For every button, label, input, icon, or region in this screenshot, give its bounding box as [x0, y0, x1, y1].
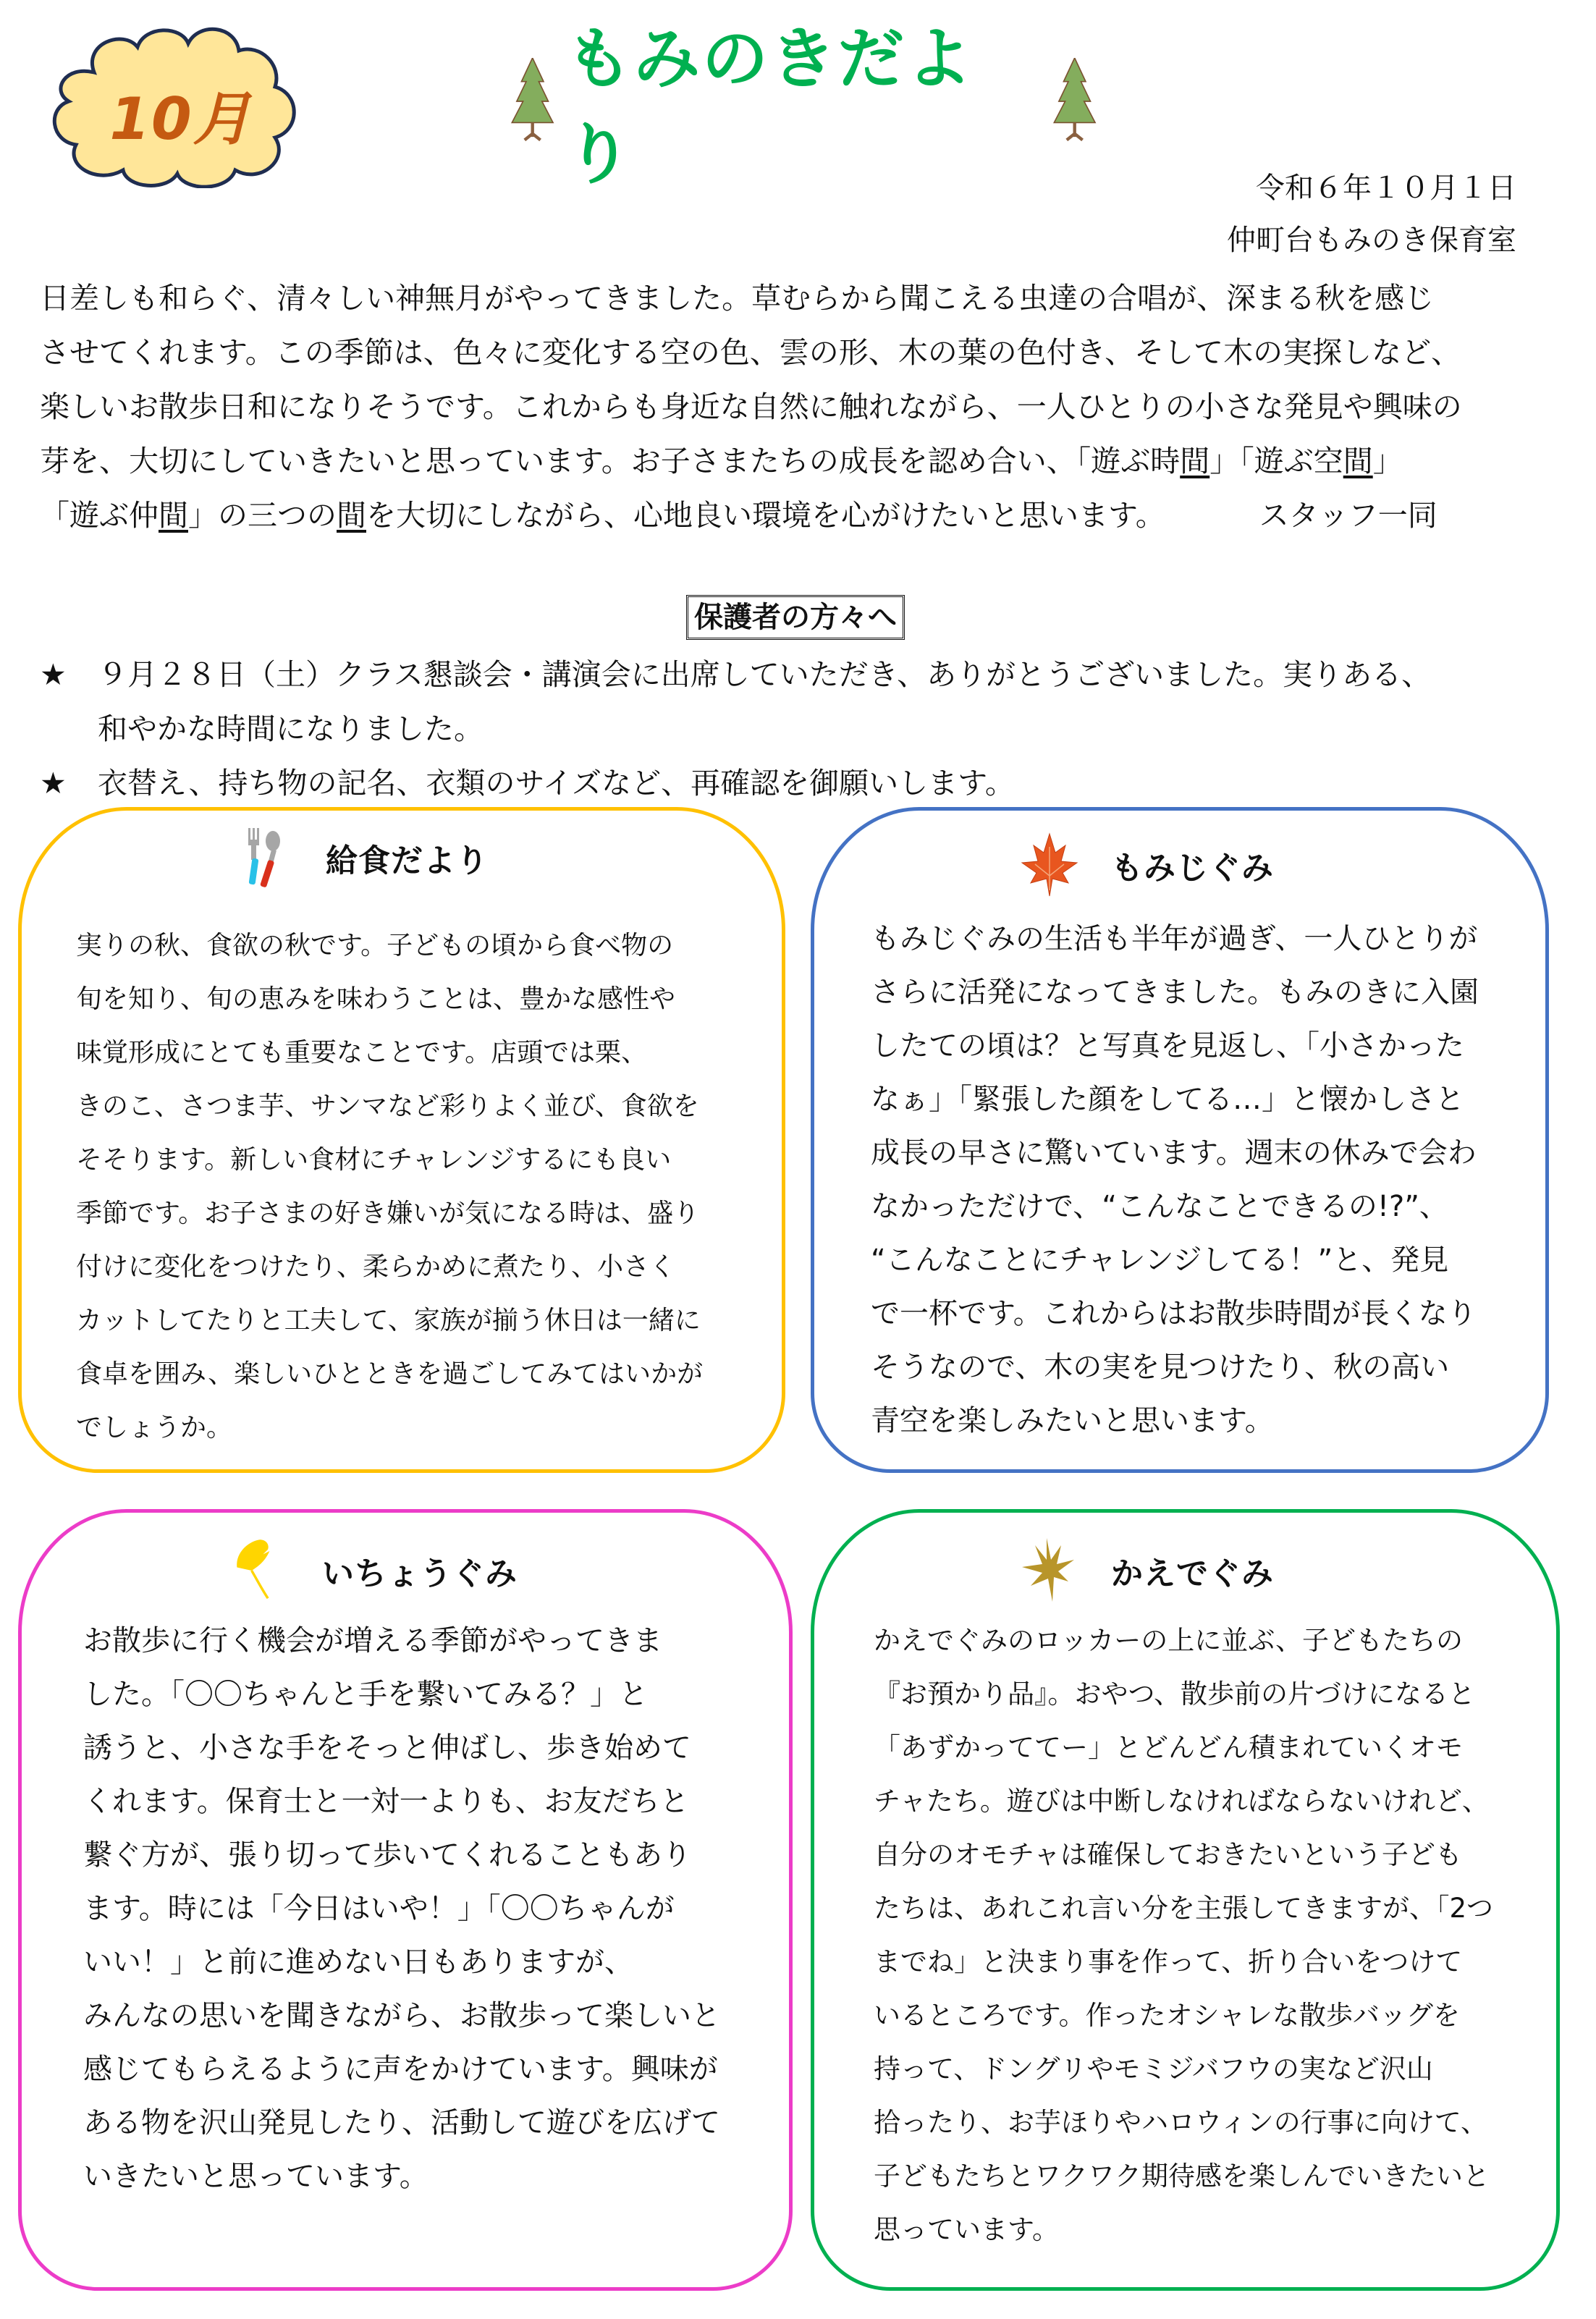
fork-spoon-icon [232, 825, 297, 890]
body-line: なかっただけで、“こんなことできるの!?”、 [871, 1190, 1448, 1223]
text-span: 」「遊ぶ空 [1209, 444, 1343, 478]
intro-paragraph [40, 271, 1545, 543]
body-line: 付けに変化をつけたり、柔らかめに煮たり、小さく [76, 1252, 676, 1282]
notice-text: 衣替え、持ち物の記名、衣類のサイズなど、再確認を御願いします。 [98, 766, 1015, 801]
body-line: たちは、あれこれ言い分を主張してきますが、「2つ [874, 1893, 1494, 1924]
intro-line: 楽しいお散歩日和になりそうです。これからも身近な自然に触れながら、一人ひとりの小さな発見や興味の [40, 389, 1462, 424]
body-line: 季節です。お子さまの好き嫌いが気になる時は、盛り [76, 1199, 700, 1228]
body-line: ある物を沢山発見したり、活動して遊びを広げて [83, 2106, 720, 2140]
body-line: そそります。新しい食材にチャレンジするにも良い [76, 1145, 672, 1175]
body-line: もみじぐみの生活も半年が過ぎ、一人ひとりが [871, 922, 1478, 955]
underlined-text: 間 [337, 498, 366, 533]
section-title: 給食だより [326, 842, 489, 879]
body-line: みんなの思いを聞きながら、お散歩って楽しいと [83, 1999, 720, 2032]
kaede-leaf-icon [1017, 1538, 1082, 1603]
body-line: 「あずかっててー」とどんどん積まれていくオモ [874, 1732, 1463, 1763]
body-line: お散歩に行く機会が増える季節がやってきま [83, 1624, 662, 1657]
body-line: 旬を知り、旬の恵みを味わうことは、豊かな感性や [76, 984, 676, 1014]
body-line: で一杯です。これからはお散歩時間が長くなり [871, 1297, 1477, 1330]
star-icon: ★ [40, 766, 67, 801]
intro-line: 日差しも和らぐ、清々しい神無月がやってきました。草むらから聞こえる虫達の合唱が、深まる秋を感じ [40, 281, 1435, 316]
section-icho [18, 1509, 793, 2291]
title-text: もみのきだより [565, 20, 974, 193]
notice-item [40, 756, 1560, 811]
body-line: 食卓を囲み、楽しいひとときを過ごしてみてはいかが [76, 1359, 704, 1389]
body-line: 青空を楽しみたいと思います。 [871, 1404, 1274, 1437]
body-line: 成長の早さに驚いています。週末の休みで会わ [871, 1136, 1477, 1170]
body-line: カットしてたりと工夫して、家族が揃う休日は一緒に [76, 1306, 701, 1335]
section-body [76, 919, 703, 1455]
notice-list [40, 648, 1560, 811]
underlined-text: 間 [159, 498, 188, 533]
text-span: 」 [1372, 444, 1403, 478]
intro-line [40, 489, 1545, 543]
section-title: もみじぐみ [1111, 850, 1274, 887]
section-body [83, 1614, 720, 2203]
section-momiji [811, 807, 1549, 1473]
text-span: 芽を、大切にしていきたいと思っています。お子さまたちの成長を認め合い、「遊ぶ時 [40, 444, 1181, 478]
body-line: ます。時には「今日はいや！」「〇〇ちゃんが [83, 1892, 675, 1925]
body-line: 自分のオモチャは確保しておきたいという子ども [874, 1839, 1462, 1870]
tree-icon [1049, 58, 1100, 145]
section-kaede [811, 1509, 1560, 2291]
month-label: 10月 [109, 85, 253, 153]
section-heading [228, 1538, 518, 1603]
star-icon: ★ [40, 657, 67, 692]
notice-heading: 保護者の方々へ [686, 595, 905, 640]
newsletter-title [507, 20, 1100, 193]
signoff: スタッフ一同 [1259, 498, 1437, 533]
body-line: 味覚形成にとても重要なことです。店頭では栗、 [76, 1038, 648, 1068]
section-body [874, 1614, 1493, 2257]
body-line: した。「〇〇ちゃんと手を繋いてみる？」と [83, 1678, 648, 1711]
body-line: くれます。保育士と一対一よりも、お友だちと [83, 1785, 689, 1818]
section-body [871, 912, 1479, 1448]
tree-icon [507, 58, 558, 145]
body-line: 思っています。 [874, 2214, 1060, 2245]
notice-text: ９月２８日（土）クラス懇談会・講演会に出席していただき、ありがとうございました。実りある、 [98, 657, 1432, 692]
underlined-text: 間 [1343, 444, 1373, 478]
body-line: 『お預かり品』。おやつ、散歩前の片づけになると [874, 1678, 1476, 1710]
body-line: 拾ったり、お芋ほりやハロウィンの行事に向けて、 [874, 2107, 1488, 2138]
body-line: 感じてもらえるように声をかけています。興味が [83, 2053, 718, 2086]
text-span: を大切にしながら、心地良い環境を心がけたいと思います。 [366, 498, 1165, 533]
issue-date: 令和６年１０月１日 [1256, 172, 1516, 205]
month-badge [43, 22, 318, 188]
body-line: なぁ」「緊張した顔をしてる…」と懐かしさと [871, 1083, 1464, 1116]
underlined-text: 間 [1180, 444, 1210, 478]
text-span: 「遊ぶ仲 [40, 498, 159, 533]
body-line: いきたいと思っています。 [83, 2160, 428, 2193]
body-line: そうなので、木の実を見つけたり、秋の高い [871, 1351, 1450, 1384]
body-line: さらに活発になってきました。もみのきに入園 [871, 976, 1479, 1009]
body-line: チャたち。遊びは中断しなければならないけれど、 [874, 1786, 1489, 1817]
section-heading [1017, 832, 1274, 897]
notice-item [40, 648, 1560, 756]
section-food [18, 807, 785, 1473]
body-line: 誘うと、小さな手をそっと伸ばし、歩き始めて [83, 1731, 691, 1765]
body-line: 実りの秋、食欲の秋です。子どもの頃から食べ物の [76, 931, 674, 960]
section-heading [1017, 1538, 1274, 1603]
notice-text: 和やかな時間になりました。 [98, 711, 484, 746]
body-line: きのこ、さつま芋、サンマなど彩りよく並び、食欲を [76, 1091, 699, 1121]
body-line: 子どもたちとワクワク期待感を楽しんでいきたいと [874, 2160, 1490, 2192]
intro-line [40, 434, 1545, 489]
intro-line: させてくれます。この季節は、色々に変化する空の色、雲の形、木の葉の色付き、そして木の実探しなど、 [40, 335, 1461, 370]
section-title: かえでぐみ [1111, 1555, 1274, 1592]
maple-leaf-icon [1017, 832, 1082, 897]
ginkgo-leaf-icon [228, 1538, 293, 1603]
body-line: 繋ぐ方が、張り切って歩いてくれることもあり [83, 1838, 691, 1872]
body-line: いるところです。作ったオシャレな散歩バッグを [874, 2000, 1460, 2031]
body-line: いい！」と前に進めない日もありますが、 [83, 1946, 633, 1979]
body-line: までね」と決まり事を作って、折り合いをつけて [874, 1946, 1463, 1977]
section-heading [232, 825, 489, 890]
body-line: かえでぐみのロッカーの上に並ぶ、子どもたちの [874, 1625, 1463, 1656]
section-title: いちょうぐみ [322, 1555, 518, 1592]
text-span: 」の三つの [188, 498, 337, 533]
body-line: “こんなことにチャレンジしてる！”と、発見 [871, 1243, 1449, 1277]
organization-name: 仲町台もみのき保育室 [1227, 224, 1516, 257]
body-line: 持って、ドングリやモミジバフウの実など沢山 [874, 2053, 1433, 2084]
body-line: でしょうか。 [76, 1413, 233, 1442]
body-line: したての頃は？と写真を見返し、「小さかった [871, 1029, 1464, 1063]
